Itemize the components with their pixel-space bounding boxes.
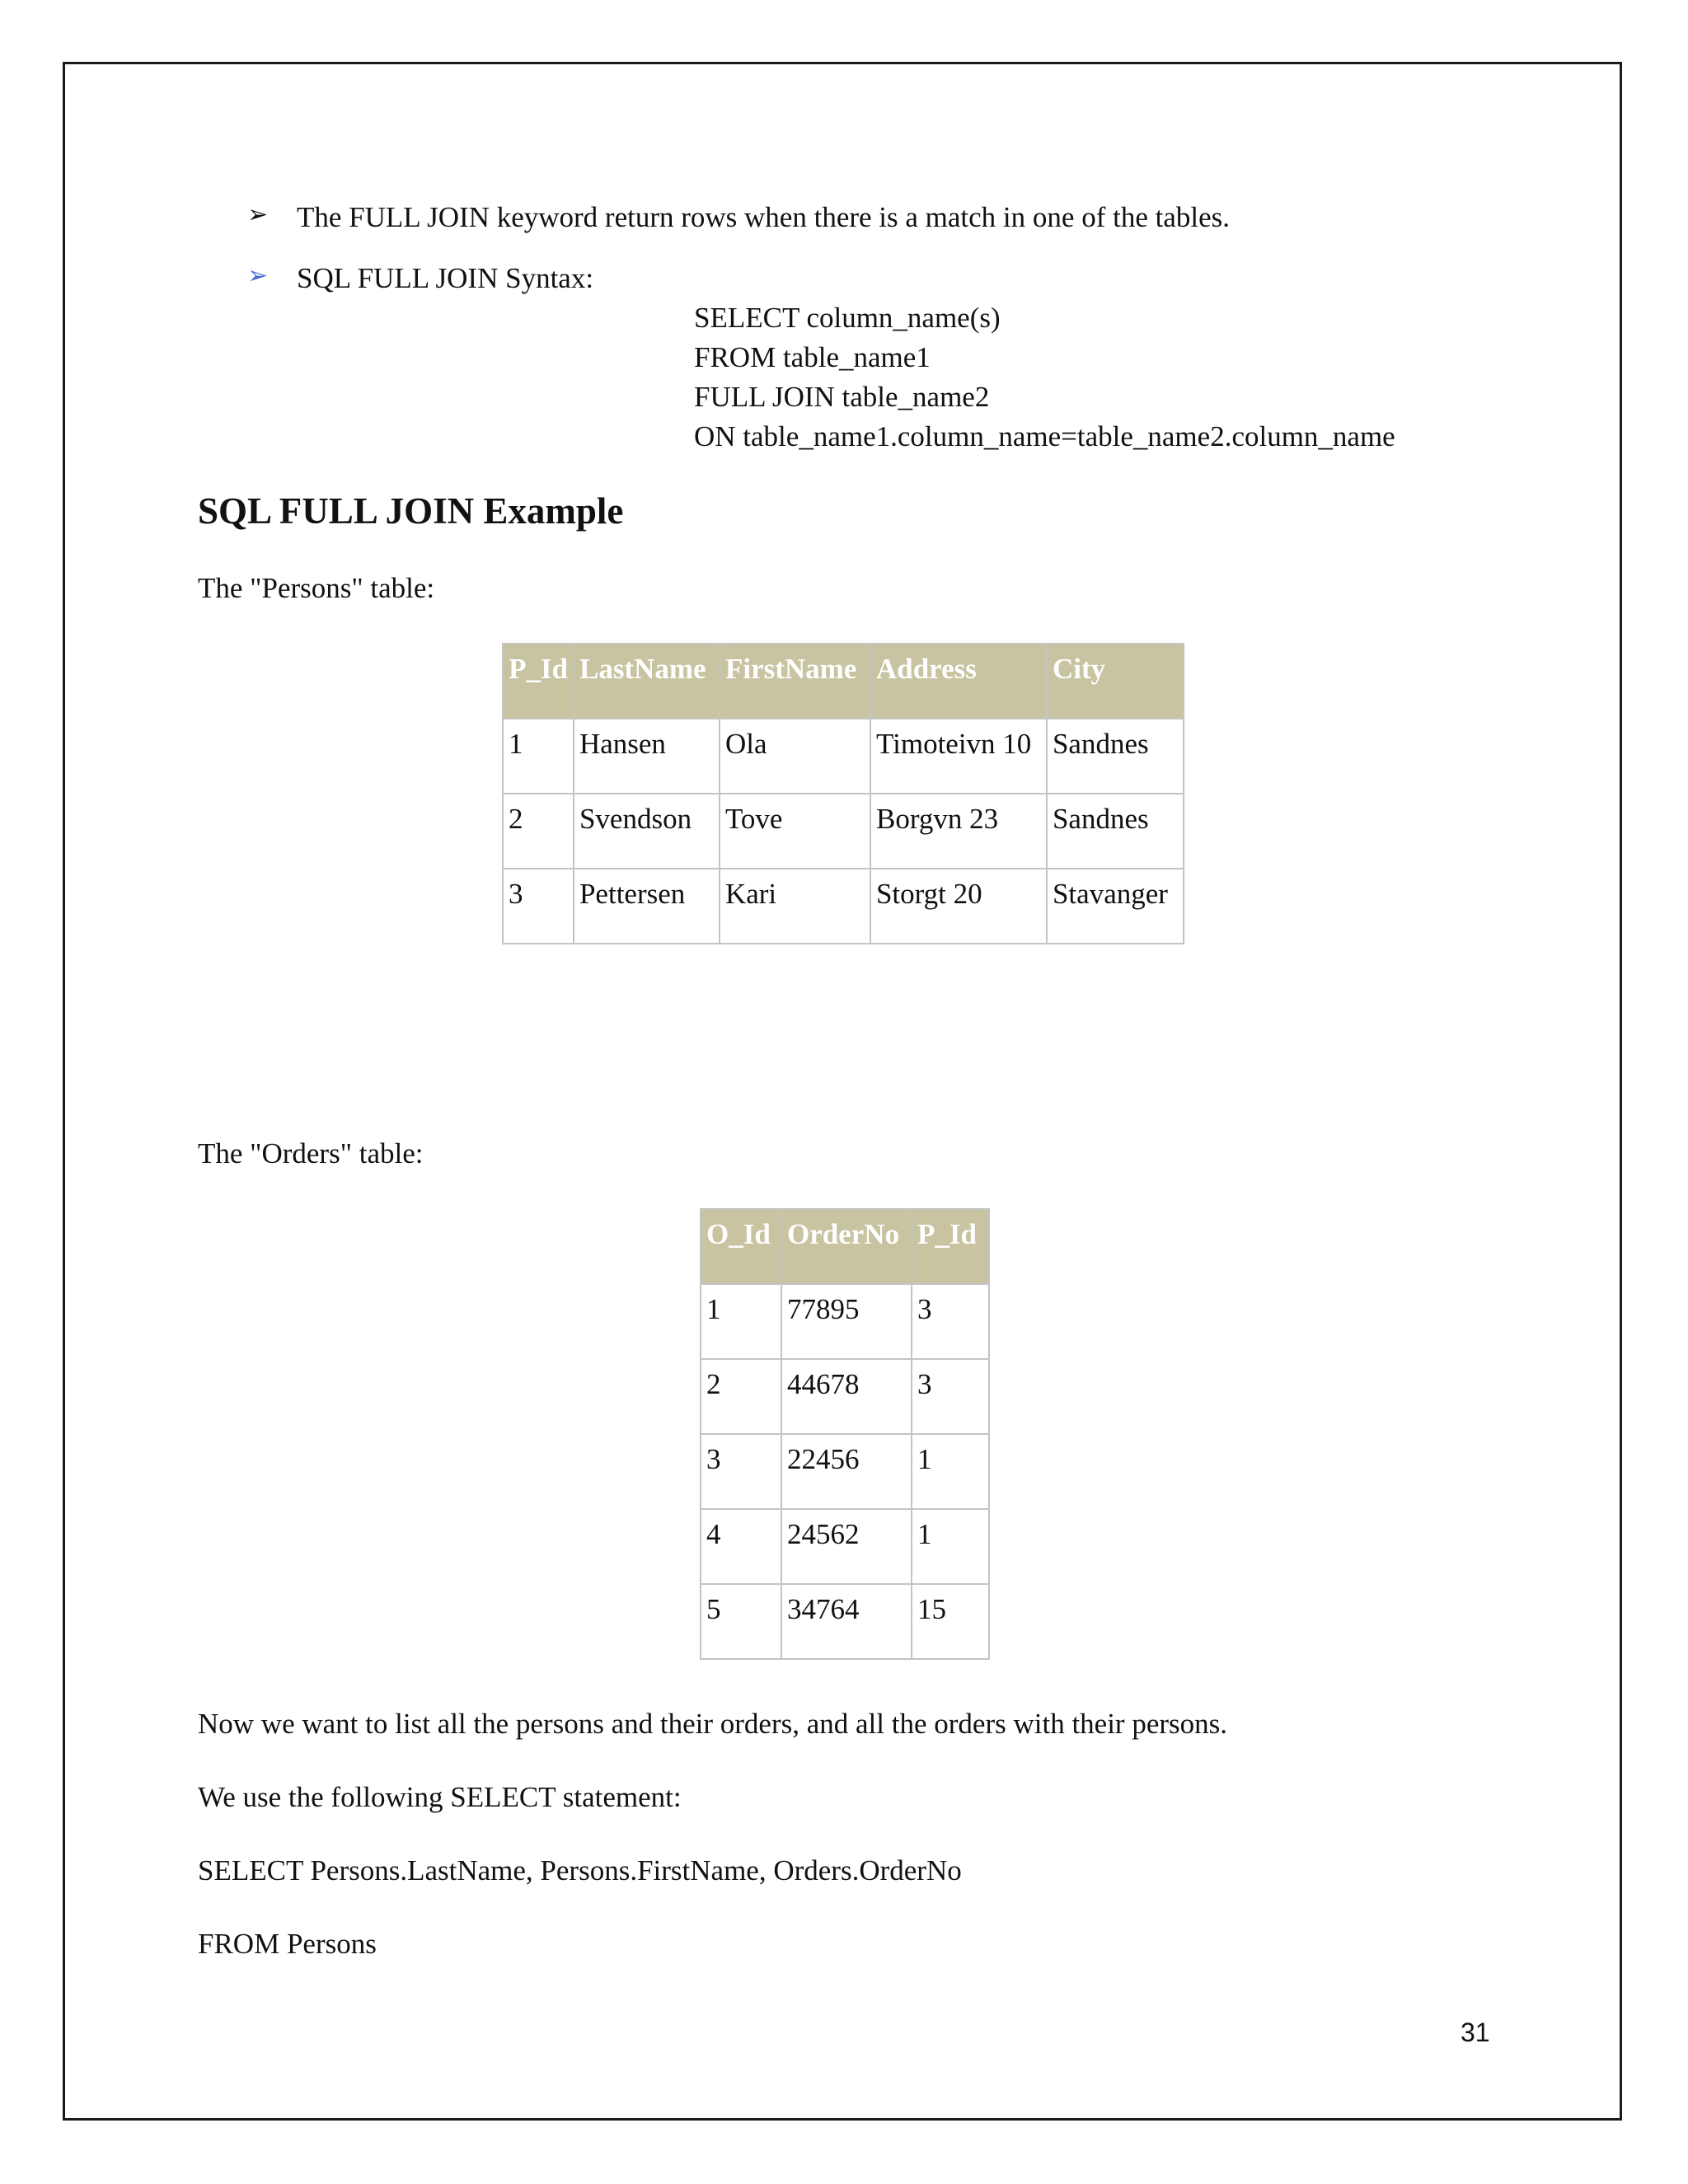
table-cell: Kari	[720, 869, 870, 944]
table-cell: Svendson	[574, 794, 720, 869]
table-cell: 3	[912, 1284, 989, 1359]
orders-table-caption: The "Orders" table:	[198, 1137, 424, 1169]
page-number: 31	[1461, 2018, 1490, 2047]
arrow-bullet-icon: ➢	[247, 200, 269, 229]
table-cell: Tove	[720, 794, 870, 869]
column-header: LastName	[574, 644, 720, 719]
persons-table-caption: The "Persons" table:	[198, 572, 435, 604]
table-row	[503, 869, 1184, 944]
syntax-line: ON table_name1.column_name=table_name2.column_name	[694, 420, 1395, 452]
table-cell: 1	[701, 1284, 781, 1359]
table-cell: Timoteivn 10	[870, 719, 1047, 794]
table-row	[701, 1284, 989, 1359]
table-header-row	[503, 644, 1184, 719]
table-row	[701, 1584, 989, 1659]
table-cell: 34764	[781, 1584, 912, 1659]
table-cell: 4	[701, 1509, 781, 1584]
column-header: FirstName	[720, 644, 870, 719]
table-cell: 77895	[781, 1284, 912, 1359]
table-row	[701, 1434, 989, 1509]
arrow-bullet-icon: ➢	[247, 261, 269, 290]
paragraph: We use the following SELECT statement:	[198, 1781, 682, 1813]
table-cell: 3	[912, 1359, 989, 1434]
column-header: P_Id	[503, 644, 574, 719]
table-cell: 3	[701, 1434, 781, 1509]
table-cell: 2	[701, 1359, 781, 1434]
table-cell: Hansen	[574, 719, 720, 794]
syntax-line: SELECT column_name(s)	[694, 302, 1001, 334]
sql-statement-line: FROM Persons	[198, 1928, 377, 1960]
table-cell: Sandnes	[1047, 794, 1184, 869]
paragraph: Now we want to list all the persons and their orders, and all the orders with their persons.	[198, 1708, 1228, 1740]
table-cell: 1	[503, 719, 574, 794]
column-header: OrderNo	[781, 1209, 912, 1284]
syntax-line: FULL JOIN table_name2	[694, 381, 990, 413]
table-cell: 15	[912, 1584, 989, 1659]
table-row	[701, 1509, 989, 1584]
table-cell: 1	[912, 1434, 989, 1509]
column-header: Address	[870, 644, 1047, 719]
table-cell: Borgvn 23	[870, 794, 1047, 869]
sql-statement-line: SELECT Persons.LastName, Persons.FirstName, Orders.OrderNo	[198, 1854, 962, 1886]
table-cell: Sandnes	[1047, 719, 1184, 794]
table-cell: 44678	[781, 1359, 912, 1434]
bullet-text-full-join-definition: The FULL JOIN keyword return rows when there is a match in one of the tables.	[297, 201, 1230, 233]
column-header: City	[1047, 644, 1184, 719]
table-cell: 24562	[781, 1509, 912, 1584]
table-cell: 2	[503, 794, 574, 869]
section-heading: SQL FULL JOIN Example	[198, 490, 624, 532]
table-cell: 3	[503, 869, 574, 944]
table-cell: Stavanger	[1047, 869, 1184, 944]
table-row	[701, 1359, 989, 1434]
table-row	[503, 794, 1184, 869]
table-cell: 5	[701, 1584, 781, 1659]
table-header-row	[701, 1209, 989, 1284]
bullet-text-syntax-label: SQL FULL JOIN Syntax:	[297, 262, 594, 294]
column-header: P_Id	[912, 1209, 989, 1284]
table-cell: Pettersen	[574, 869, 720, 944]
column-header: O_Id	[701, 1209, 781, 1284]
table-cell: 22456	[781, 1434, 912, 1509]
persons-table	[502, 643, 1184, 944]
table-cell: Storgt 20	[870, 869, 1047, 944]
table-cell: 1	[912, 1509, 989, 1584]
table-cell: Ola	[720, 719, 870, 794]
syntax-line: FROM table_name1	[694, 341, 931, 373]
table-row	[503, 719, 1184, 794]
orders-table	[700, 1208, 990, 1660]
